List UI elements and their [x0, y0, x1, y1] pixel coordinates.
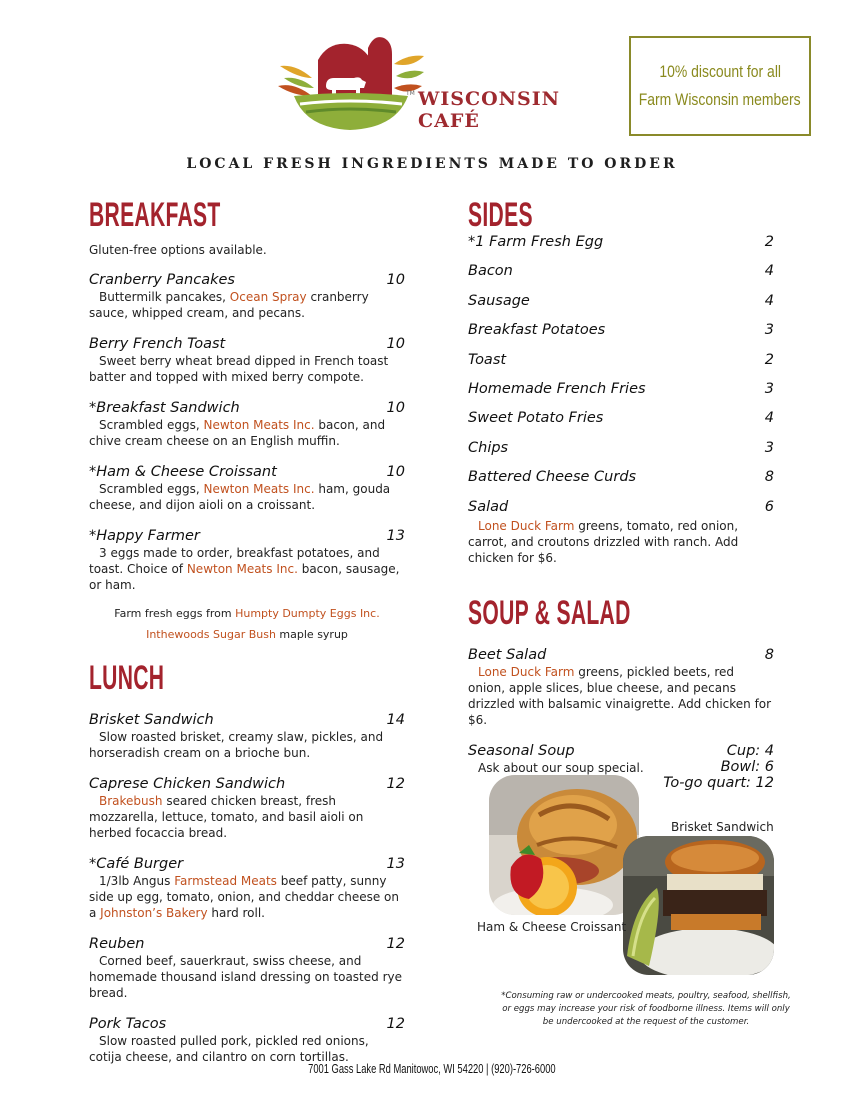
menu-item [89, 712, 405, 761]
item-name: Seasonal Soup [468, 742, 575, 759]
soup-prices [663, 743, 774, 791]
supplier-name: Newton Meats Inc. [203, 418, 315, 432]
brand-name-line2: CAFÉ [418, 110, 480, 132]
supplier-name: Johnston’s Bakery [100, 906, 208, 920]
price-quart: To-go quart: 12 [663, 774, 774, 791]
item-name: *Café Burger [89, 856, 184, 872]
breakfast-title: BREAKFAST [89, 196, 221, 234]
menu-item [89, 336, 405, 385]
side-name: Homemade French Fries [468, 380, 646, 397]
side-price: 4 [764, 263, 774, 280]
price-bowl: Bowl: 6 [720, 758, 774, 775]
lunch-title: LUNCH [89, 659, 165, 697]
cafe-logo [276, 34, 576, 134]
side-item [468, 263, 774, 292]
side-name: Sweet Potato Fries [468, 410, 604, 427]
supplier-name: Brakebush [99, 794, 163, 808]
side-name: Battered Cheese Curds [468, 469, 637, 486]
supplier-name: Newton Meats Inc. [203, 482, 315, 496]
side-item [468, 322, 774, 351]
side-price: 4 [764, 410, 774, 427]
item-price: 12 [386, 1016, 405, 1032]
side-name: Chips [468, 439, 509, 456]
address-phone: 7001 Gass Lake Rd Manitowoc, WI 54220 | (920)-726-6000 [308, 1061, 556, 1076]
item-price: 10 [386, 464, 405, 480]
footer-contact [0, 1058, 864, 1077]
supplier-name: Newton Meats Inc. [186, 562, 298, 576]
side-price: 2 [764, 351, 774, 368]
side-price: 2 [764, 234, 774, 250]
side-price: 3 [764, 322, 774, 339]
farm-sourcing-note: Farm fresh eggs from Humpty Dumpty Eggs Inc. Inthewoods Sugar Bush maple syrup [114, 607, 380, 641]
croissant-photo [489, 775, 639, 915]
item-name: *Happy Farmer [89, 528, 200, 544]
soup-salad-title: SOUP & SALAD [468, 593, 631, 632]
item-description: Sweet berry wheat bread dipped in French toast batter and topped with mixed berry compote. [89, 354, 389, 384]
barn-cow-logo-icon [276, 34, 426, 134]
item-description: Slow roasted brisket, creamy slaw, pickles, and horseradish cream on a brioche bun. [89, 730, 384, 760]
item-price: 10 [386, 336, 405, 352]
right-column [468, 196, 774, 791]
side-name: Sausage [468, 292, 530, 309]
side-item [468, 410, 774, 439]
side-name: Toast [468, 351, 507, 368]
menu-item [89, 528, 405, 593]
side-item [468, 381, 774, 410]
discount-line2: Farm Wisconsin members [639, 90, 801, 109]
item-name: *Breakfast Sandwich [89, 400, 240, 416]
item-description: Lone Duck Farm greens, pickled beets, red onion, apple slices, blue cheese, and pecans drizzled with balsamic vinaigrette. Add chicken for $6. [468, 664, 772, 727]
left-column [89, 196, 405, 1065]
item-description: Brakebush seared chicken breast, fresh mozzarella, lettuce, tomato, and basil aioli on herbed focaccia bread. [89, 794, 364, 840]
item-price: 12 [386, 776, 405, 792]
tagline: LOCAL FRESH INGREDIENTS MADE TO ORDER [186, 156, 678, 172]
menu-item [89, 400, 405, 449]
foodborne-disclaimer: *Consuming raw or undercooked meats, poultry, seafood, shellfish, or eggs may increase your risk of foodborne illness. Items will only be undercooked at the request of the customer. [501, 991, 791, 1027]
item-description: Scrambled eggs, Newton Meats Inc. bacon, and chive cream cheese on an English muffin. [89, 418, 386, 448]
side-item [468, 352, 774, 381]
side-price: 4 [764, 292, 774, 309]
side-name: Salad [468, 498, 509, 515]
item-name: *Ham & Cheese Croissant [89, 464, 277, 480]
brand-name-line1: WISCONSIN [418, 88, 560, 110]
item-name: Caprese Chicken Sandwich [89, 776, 286, 792]
item-price: 13 [386, 528, 405, 544]
side-item [468, 440, 774, 469]
supplier-name: Inthewoods Sugar Bush [146, 628, 276, 641]
member-discount-box [629, 36, 811, 136]
side-price: 8 [764, 469, 774, 486]
item-description: 3 eggs made to order, breakfast potatoes, and toast. Choice of Newton Meats Inc. bacon, sausage, or ham. [89, 546, 400, 592]
item-name: Berry French Toast [89, 336, 226, 352]
side-price: 6 [764, 498, 774, 515]
menu-item [89, 464, 405, 513]
menu-item [89, 776, 405, 841]
side-name: Bacon [468, 263, 513, 280]
supplier-name: Farmstead Meats [174, 874, 277, 888]
item-name: Brisket Sandwich [89, 712, 214, 728]
menu-item [89, 936, 405, 1001]
burger-caption: Brisket Sandwich [671, 820, 774, 834]
side-name: Breakfast Potatoes [468, 322, 606, 339]
item-name: Beet Salad [468, 646, 547, 663]
item-description: Scrambled eggs, Newton Meats Inc. ham, gouda cheese, and dijon aioli on a croissant. [89, 482, 391, 512]
item-price: 8 [764, 646, 774, 663]
gluten-free-note: Gluten-free options available. [89, 243, 267, 257]
item-price: 13 [386, 856, 405, 872]
item-description: Slow roasted pulled pork, pickled red onions, cotija cheese, and cilantro on corn tortillas. [89, 1034, 369, 1064]
item-name: Reuben [89, 936, 145, 952]
menu-item [89, 856, 405, 921]
item-description: Corned beef, sauerkraut, swiss cheese, and homemade thousand island dressing on toasted rye bread. [89, 954, 402, 1000]
item-name: Cranberry Pancakes [89, 272, 235, 288]
burger-photo-icon [623, 836, 774, 975]
side-item [468, 234, 774, 263]
burger-photo [623, 836, 774, 975]
supplier-name: Humpty Dumpty Eggs Inc. [235, 607, 380, 620]
side-item [468, 293, 774, 322]
discount-line1: 10% discount for all [659, 62, 781, 81]
trademark: TM [406, 90, 415, 97]
item-description: Ask about our soup special. [478, 760, 644, 775]
item-price: 10 [386, 272, 405, 288]
supplier-name: Lone Duck Farm [478, 518, 575, 533]
item-name: Pork Tacos [89, 1016, 167, 1032]
price-cup: Cup: 4 [726, 742, 774, 759]
item-price: 10 [386, 400, 405, 416]
side-price: 3 [764, 439, 774, 456]
sides-title: SIDES [468, 196, 533, 234]
item-price: 12 [386, 936, 405, 952]
supplier-name: Lone Duck Farm [478, 664, 575, 679]
salad-description: Lone Duck Farm greens, tomato, red onion, carrot, and croutons drizzled with ranch. Add chicken for $6. [468, 518, 739, 565]
menu-item [468, 647, 774, 728]
item-description: Buttermilk pancakes, Ocean Spray cranberry sauce, whipped cream, and pecans. [89, 290, 369, 320]
item-price: 14 [386, 712, 405, 728]
side-name: *1 Farm Fresh Egg [468, 234, 604, 250]
menu-item [89, 272, 405, 321]
croissant-photo-icon [489, 775, 639, 915]
item-description: 1/3lb Angus Farmstead Meats beef patty, sunny side up egg, tomato, onion, and cheddar cheese on a Johnston’s Bakery hard roll. [89, 874, 399, 920]
side-price: 3 [764, 380, 774, 397]
side-item [468, 469, 774, 498]
croissant-caption: Ham & Cheese Croissant [477, 920, 627, 934]
supplier-name: Ocean Spray [229, 290, 307, 304]
